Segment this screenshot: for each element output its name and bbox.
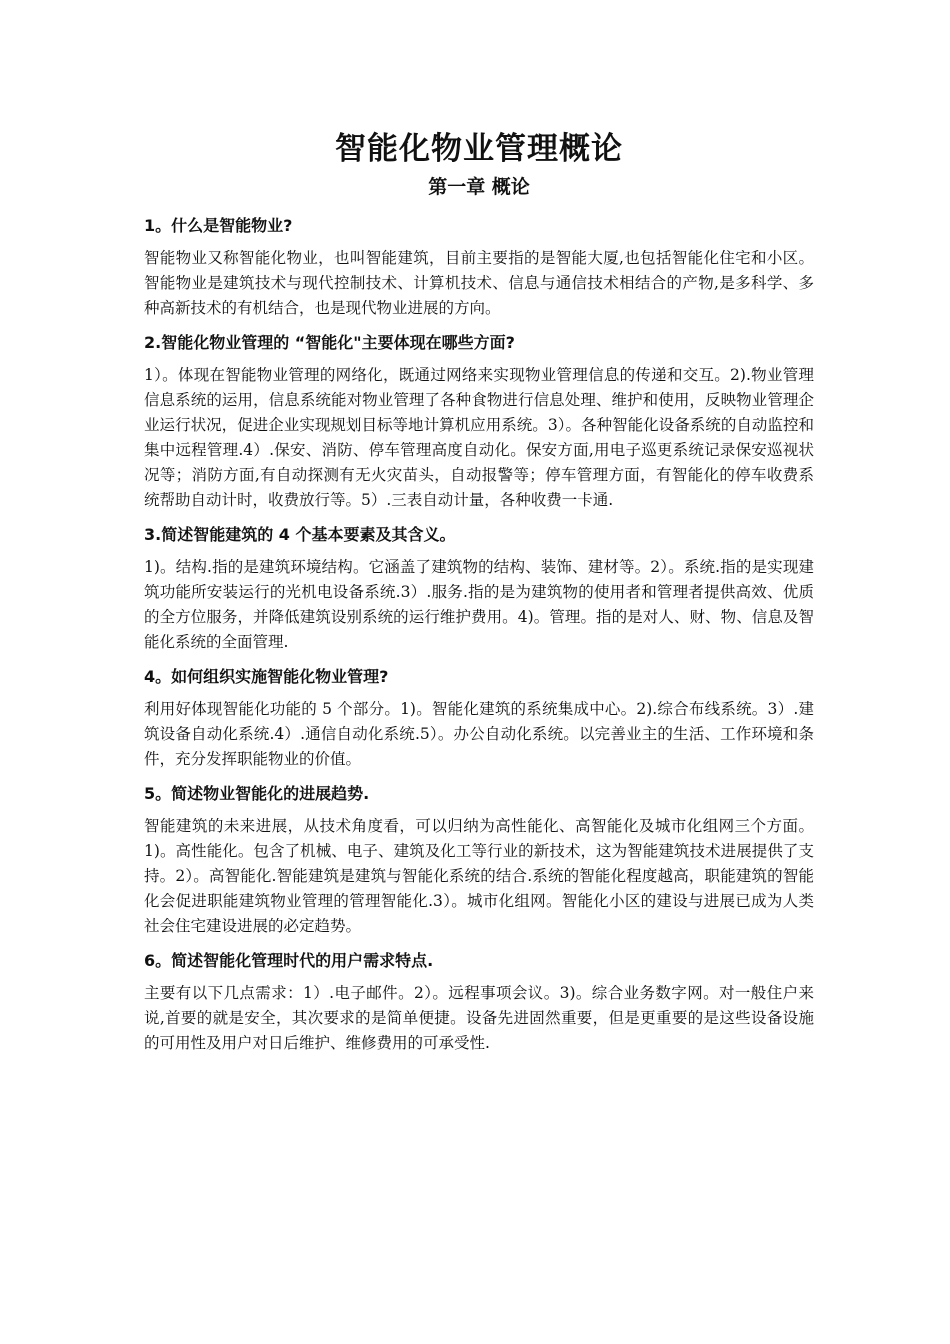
section-heading: 1。什么是智能物业? <box>144 216 293 235</box>
section-2 <box>144 329 814 513</box>
section-body: 1)。结构.指的是建筑环境结构。它涵盖了建筑物的结构、装饰、建材等。2）。系统.指的是实现建筑功能所安装运行的光机电设备系统.3）.服务.指的是为建筑物的使用者和管理者提供高效、优质的全方位服务，并降低建筑设别系统的运行维护费用。4)。管理。指的是对人、财、物、信息及智能化系统的全面管理. <box>144 558 814 651</box>
document-content <box>144 126 814 1064</box>
section-4 <box>144 663 814 772</box>
section-6 <box>144 947 814 1056</box>
section-body: 1）。体现在智能物业管理的网络化，既通过网络来实现物业管理信息的传递和交互。2).物业管理信息系统的运用，信息系统能对物业管理了各种食物进行信息处理、维护和使用，反映物业管理企业运行状况，促进企业实现规划目标等地计算机应用系统。3）。各种智能化设备系统的自动监控和集中远程管理.4）.保安、消防、停车管理高度自动化。保安方面,用电子巡更系统记录保安巡视状况等；消防方面,有自动探测有无火灾苗头，自动报警等；停车管理方面，有智能化的停车收费系统帮助自动计时，收费放行等。5）.三表自动计量，各种收费一卡通. <box>144 366 814 509</box>
section-heading: 3.简述智能建筑的 4 个基本要素及其含义。 <box>144 525 456 544</box>
section-heading: 2.智能化物业管理的 “智能化"主要体现在哪些方面? <box>144 333 515 352</box>
section-body: 利用好体现智能化功能的 5 个部分。1)。智能化建筑的系统集成中心。2).综合布线系统。3）.建筑设备自动化系统.4）.通信自动化系统.5）。办公自动化系统。以完善业主的生活、工作环境和条件，充分发挥职能物业的价值。 <box>144 700 814 768</box>
section-heading: 6。简述智能化管理时代的用户需求特点. <box>144 951 434 970</box>
section-body: 智能物业又称智能化物业，也叫智能建筑，目前主要指的是智能大厦,也包括智能化住宅和小区。智能物业是建筑技术与现代控制技术、计算机技术、信息与通信技术相结合的产物,是多科学、多种高新技术的有机结合，也是现代物业进展的方向。 <box>144 249 814 317</box>
section-heading: 4。如何组织实施智能化物业管理? <box>144 667 389 686</box>
section-5 <box>144 780 814 939</box>
section-3 <box>144 521 814 655</box>
chapter-title: 第一章 概论 <box>428 176 530 198</box>
section-body: 智能建筑的未来进展，从技术角度看，可以归纳为高性能化、高智能化及城市化组网三个方面。1)。高性能化。包含了机械、电子、建筑及化工等行业的新技术，这为智能建筑技术进展提供了支持。2）。高智能化.智能建筑是建筑与智能化系统的结合.系统的智能化程度越高，职能建筑的智能化会促进职能建筑物业管理的管理智能化.3）。城市化组网。智能化小区的建设与进展已成为人类社会住宅建设进展的必定趋势。 <box>144 817 814 935</box>
section-heading: 5。简述物业智能化的进展趋势. <box>144 784 370 803</box>
section-body: 主要有以下几点需求：1）.电子邮件。2）。远程事项会议。3)。综合业务数字网。对一般住户来说,首要的就是安全，其次要求的是简单便捷。设备先进固然重要，但是更重要的是这些设备设施的可用性及用户对日后维护、维修费用的可承受性. <box>144 984 814 1052</box>
section-1 <box>144 212 814 321</box>
document-title: 智能化物业管理概论 <box>335 131 623 167</box>
